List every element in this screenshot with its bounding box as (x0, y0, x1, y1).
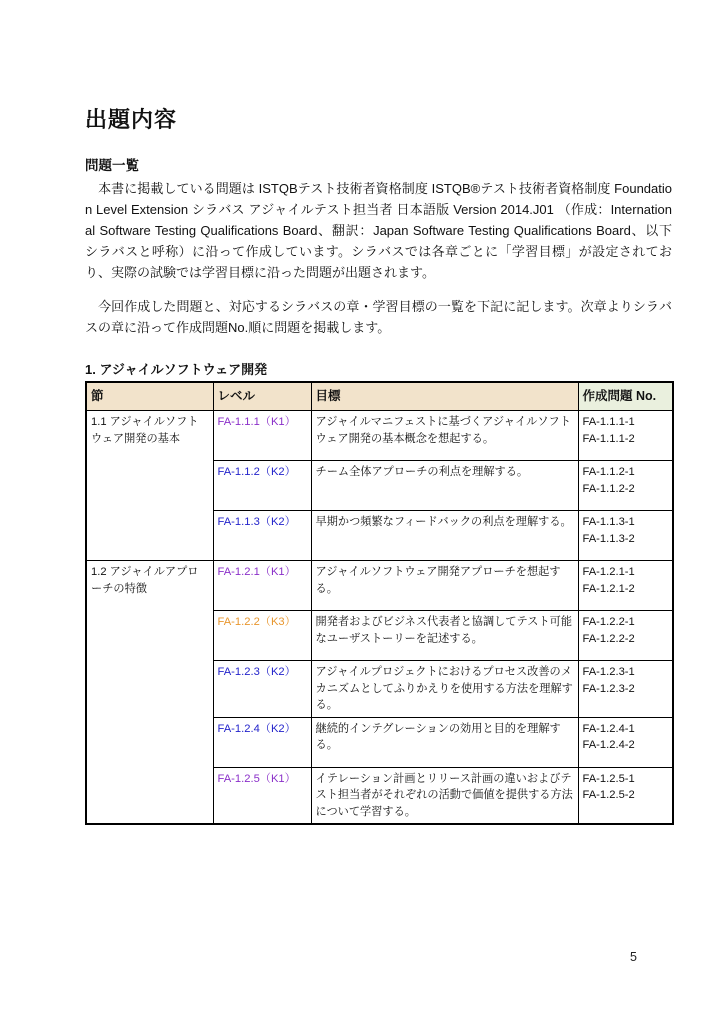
col-header-level: レベル (213, 382, 311, 411)
section-cell: 1.1 アジャイルソフトウェア開発の基本 (86, 411, 213, 561)
question-no-cell (578, 461, 673, 511)
goal-cell: アジャイルソフトウェア開発アプローチを想起する。 (311, 561, 578, 611)
question-no: FA-1.2.1-2 (582, 582, 635, 595)
question-no: FA-1.2.4-2 (582, 739, 635, 751)
level-cell: FA-1.2.5（K1） (213, 767, 311, 824)
page-title: 出題内容 (85, 107, 178, 132)
level-cell: FA-1.2.4（K2） (213, 717, 311, 767)
question-no-cell (578, 561, 673, 611)
question-no: FA-1.2.2-2 (582, 632, 635, 645)
goal-cell: 早期かつ頻繁なフィードバックの利点を理解する。 (311, 511, 578, 561)
syllabus-table (85, 381, 674, 825)
col-header-question-no: 作成問題 No. (578, 382, 673, 411)
question-no-cell (578, 511, 673, 561)
question-no-cell (578, 717, 673, 767)
table-row (86, 561, 673, 611)
page-content (85, 103, 672, 825)
section-cell: 1.2 アジャイルアプローチの特徴 (86, 561, 213, 825)
col-header-goal: 目標 (311, 382, 578, 411)
goal-cell: アジャイルマニフェストに基づくアジャイルソフトウェア開発の基本概念を想起する。 (311, 411, 578, 461)
level-cell: FA-1.1.1（K1） (213, 411, 311, 461)
level-cell: FA-1.1.3（K2） (213, 511, 311, 561)
question-no: FA-1.2.5-1 (582, 772, 635, 785)
goal-cell: 継続的インテグレーションの効用と目的を理解する。 (311, 717, 578, 767)
question-no: FA-1.1.1-1 (582, 416, 635, 428)
question-no: FA-1.2.1-1 (582, 566, 635, 578)
level-cell: FA-1.2.2（K3） (213, 611, 311, 661)
section-heading: 問題一覧 (85, 158, 139, 173)
level-cell: FA-1.2.1（K1） (213, 561, 311, 611)
question-no: FA-1.1.3-2 (582, 532, 635, 545)
level-cell: FA-1.1.2（K2） (213, 461, 311, 511)
table-row (86, 411, 673, 461)
question-no: FA-1.2.3-1 (582, 666, 635, 678)
question-no: FA-1.1.2-2 (582, 482, 635, 495)
question-no: FA-1.1.1-2 (582, 432, 635, 445)
level-cell: FA-1.2.3（K2） (213, 661, 311, 718)
goal-cell: チーム全体アプローチの利点を理解する。 (311, 461, 578, 511)
question-no: FA-1.1.2-1 (582, 466, 635, 478)
question-no-cell (578, 611, 673, 661)
intro-paragraph-1: 本書に掲載している問題は ISTQBテスト技術者資格制度 ISTQB®テスト技術者資格制度 Foundation Level Extension シラバス アジャイルテスト担当者 日本語版 Version 2014.J01 （作成：International Software Testing Qualifications Board、翻訳：Japan Software Testing Qualifications Board、以下シラバスと呼称）に沿って作成しています。シラバスでは各章ごとに「学習目標」が設定されており、実際の試験では学習目標に沿った問題が出題されます。 (85, 181, 672, 280)
syllabus-table-body (86, 411, 673, 825)
goal-cell: アジャイルプロジェクトにおけるプロセス改善のメカニズムとしてふりかえりを使用する方法を理解する。 (311, 661, 578, 718)
intro-paragraph-2: 今回作成した問題と、対応するシラバスの章・学習目標の一覧を下記に記します。次章よりシラバスの章に沿って作成問題No.順に問題を掲載します。 (85, 299, 672, 335)
question-no: FA-1.2.3-2 (582, 682, 635, 695)
page-number: 5 (630, 950, 637, 964)
question-no: FA-1.2.2-1 (582, 616, 635, 628)
col-header-section: 節 (86, 382, 213, 411)
table-header-row (86, 382, 673, 411)
question-no: FA-1.2.5-2 (582, 789, 635, 801)
question-no-cell (578, 411, 673, 461)
goal-cell: 開発者およびビジネス代表者と協調してテスト可能なユーザストーリーを記述する。 (311, 611, 578, 661)
question-no: FA-1.1.3-1 (582, 516, 635, 528)
goal-cell: イテレーション計画とリリース計画の違いおよびテスト担当者がそれぞれの活動で価値を提供する方法について学習する。 (311, 767, 578, 824)
question-no: FA-1.2.4-1 (582, 722, 635, 735)
table-title: 1. アジャイルソフトウェア開発 (85, 362, 268, 377)
question-no-cell (578, 661, 673, 718)
question-no-cell (578, 767, 673, 824)
